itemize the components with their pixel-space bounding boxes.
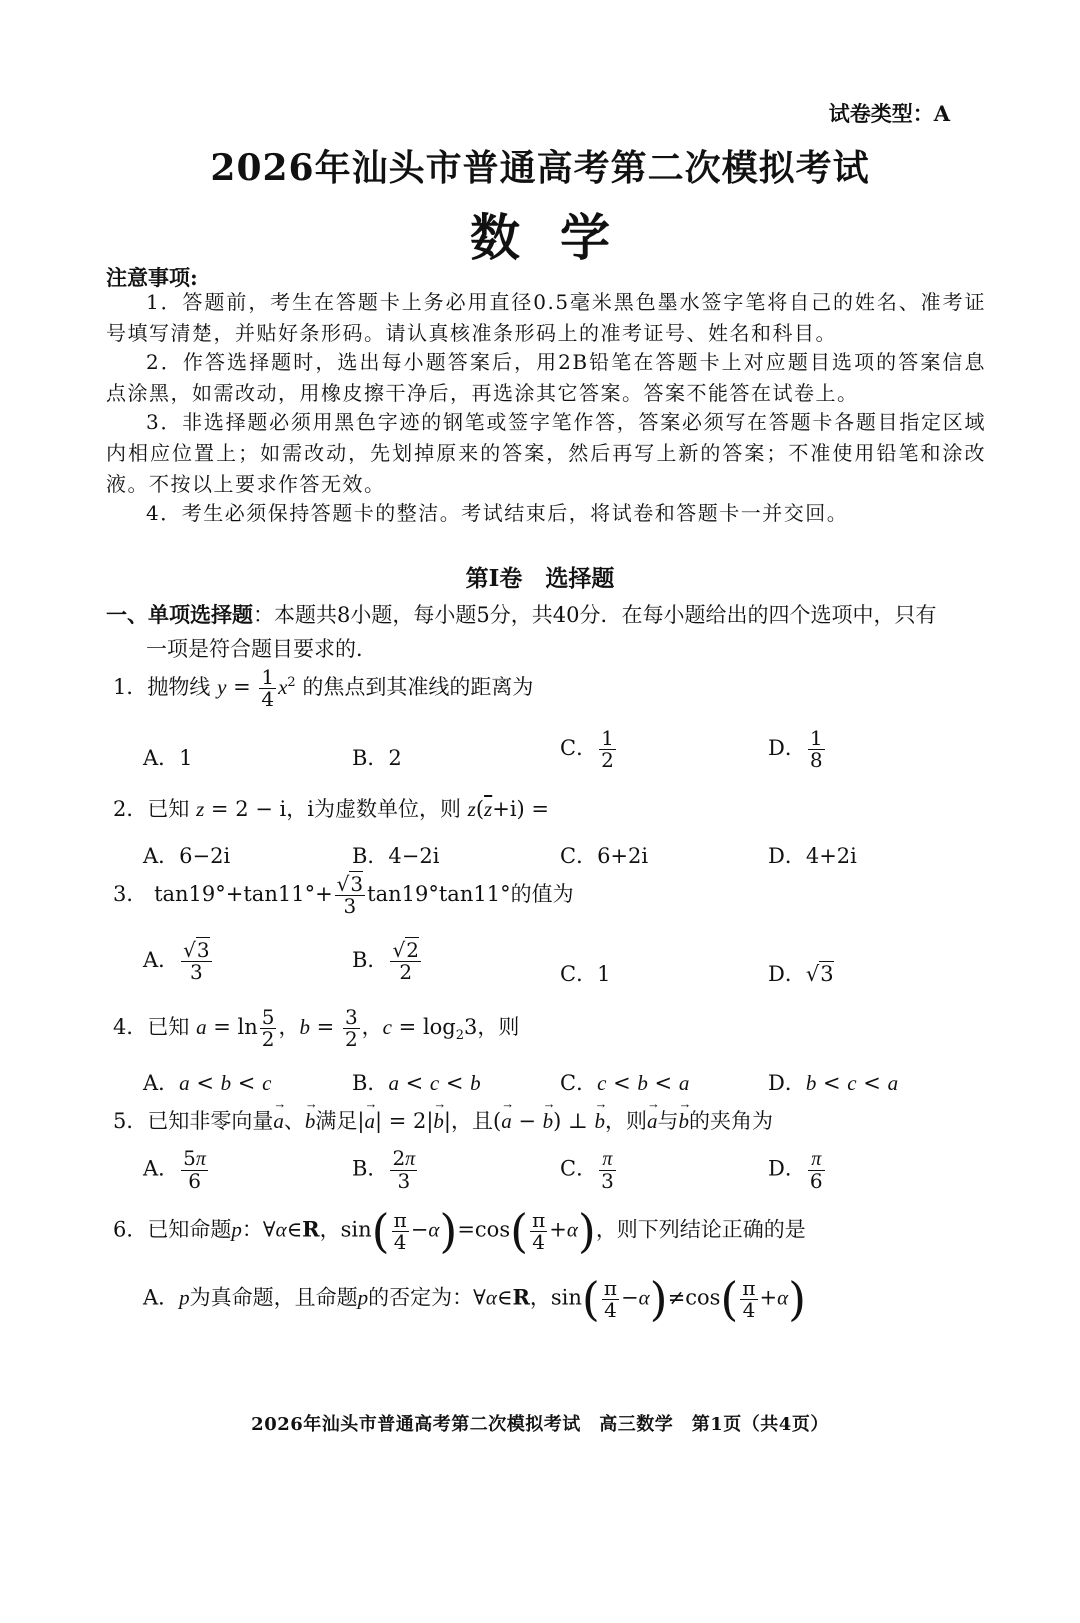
q4-post: ，则 (477, 1015, 520, 1039)
q4-number: 4． (113, 1015, 148, 1039)
q2-mid: ，i为虚数单位，则 (286, 797, 461, 821)
q3-post: 的值为 (510, 882, 574, 906)
notes-heading: 注意事项: (106, 265, 198, 290)
q5-option-c: C． $\frac{\pi}{3}$ (560, 1148, 614, 1193)
part-description-cont: 一项是符合题目要求的． (146, 637, 377, 661)
part-description: ：本题共8小题，每小题5分，共40分．在每小题给出的四个选项中，只有 (253, 603, 937, 627)
q4-option-b: B．a < c < b (352, 1071, 481, 1095)
q1-option-b: B．2 (352, 746, 402, 770)
page-footer: 2026年汕头市普通高考第二次模拟考试 高三数学 第1页（共4页） (251, 1414, 829, 1435)
q5-option-a: A． $\frac{5\pi}{6}$ (143, 1146, 206, 1193)
q2-option-a: A．6−2i (143, 844, 231, 868)
q3-option-d: D．√3 (768, 962, 834, 986)
exam-title: 2026年汕头市普通高考第二次模拟考试 (210, 147, 870, 189)
question-4: 4．已知 a = ln $\frac{5}{2}$ ，b = $\frac{3}{2}$ ，$c = \log_23$，则 (113, 1005, 520, 1051)
part-label: 一、单项选择题 (106, 602, 253, 627)
q5-option-b: B． $\frac{2\pi}{3}$ (352, 1146, 416, 1193)
note-item-3: 3．非选择题必须用黑色字迹的钢笔或签字笔作答，答案必须写在答题卡各题目指定区域内相应位置上；如需改动，先划掉原来的答案，然后再写上新的答案；不准使用铅笔和涂改液。不按以上要求作答无效。 (106, 410, 986, 496)
q3-option-c: C．1 (560, 962, 611, 986)
q4-option-c: C．c < b < a (560, 1071, 690, 1095)
q6-option-a: A．p为真命题，且命题p的否定为：∀α∈R，sin( $\frac{\pi}{4}$ −α)≠cos( $\frac{\pi}{4}$ +α) (143, 1272, 807, 1326)
q1-pre: 抛物线 (147, 675, 211, 699)
q6-post: ，则下列结论正确的是 (595, 1217, 806, 1242)
q1-option-c: C． $\frac{1}{2}$ (560, 726, 614, 772)
q1-number: 1． (113, 675, 148, 699)
q4-pre: 已知 (147, 1015, 190, 1039)
q3-number: 3． (113, 882, 148, 906)
note-item-1: 1．答题前，考生在答题卡上务必用直径0.5毫米黑色墨水签字笔将自己的姓名、准考证号填写清楚，并贴好条形码。请认真核准条形码上的准考证号、姓名和科目。 (106, 290, 986, 345)
q5-number: 5． (113, 1109, 148, 1133)
part-heading (106, 597, 986, 633)
q4-option-d: D．b < c < a (768, 1071, 899, 1095)
q5-post: 的夹角为 (688, 1109, 773, 1133)
q2-number: 2． (113, 797, 148, 821)
note-item-2: 2．作答选择题时，选出每小题答案后，用2B铅笔在答题卡上对应题目选项的答案信息点涂黑，如需改动，用橡皮擦干净后，再选涂其它答案。答案不能答在试卷上。 (106, 350, 986, 405)
question-3: 3． tan19°+tan11°+ $\frac{√3}{3}$ tan19°tan11°的值为 (113, 872, 574, 918)
paper-type-label: 试卷类型：A (828, 101, 950, 126)
q3-option-b: B． $\frac{√2}{2}$ (352, 938, 419, 984)
note-item-4: 4．考生必须保持答题卡的整洁。考试结束后，将试卷和答题卡一并交回。 (146, 501, 849, 525)
question-5: 5．已知非零向量→ a、→ b满足|→ a| = 2|→ b|，且(→ a − → b) ⊥ → b，则→ a与→ b的夹角为 (113, 1105, 773, 1135)
q5-option-d: D． $\frac{\pi}{6}$ (768, 1148, 823, 1193)
q1-post: 的焦点到其准线的距离为 (302, 675, 534, 699)
q2-pre: 已知 (147, 797, 190, 821)
q2-option-b: B．4−2i (352, 844, 440, 868)
question-6: 6．已知命题p：∀α∈R，sin( $\frac{\pi}{4}$ −α)=cos( $\frac{\pi}{4}$ +α)，则下列结论正确的是 (113, 1204, 806, 1258)
question-1: 1．抛物线 y = $\frac{1}{4}$ $x^2$ 的焦点到其准线的距离为 (113, 665, 534, 711)
q3-option-a: A． $\frac{√3}{3}$ (143, 938, 210, 984)
q1-option-a: A．1 (143, 746, 193, 770)
q2-option-d: D．4+2i (768, 844, 857, 868)
q2-option-c: C．6+2i (560, 844, 649, 868)
q1-option-d: D． $\frac{1}{8}$ (768, 726, 823, 772)
q4-option-a: A．a < b < c (143, 1071, 272, 1095)
subject-title: 数学 (470, 208, 650, 267)
q6-number: 6． (113, 1217, 148, 1242)
question-2: 2．已知 z = 2 − i，i为虚数单位，则 $z(\overline{z}+i)$ = (113, 797, 549, 821)
section-title: 第Ⅰ卷 选择题 (465, 565, 615, 592)
